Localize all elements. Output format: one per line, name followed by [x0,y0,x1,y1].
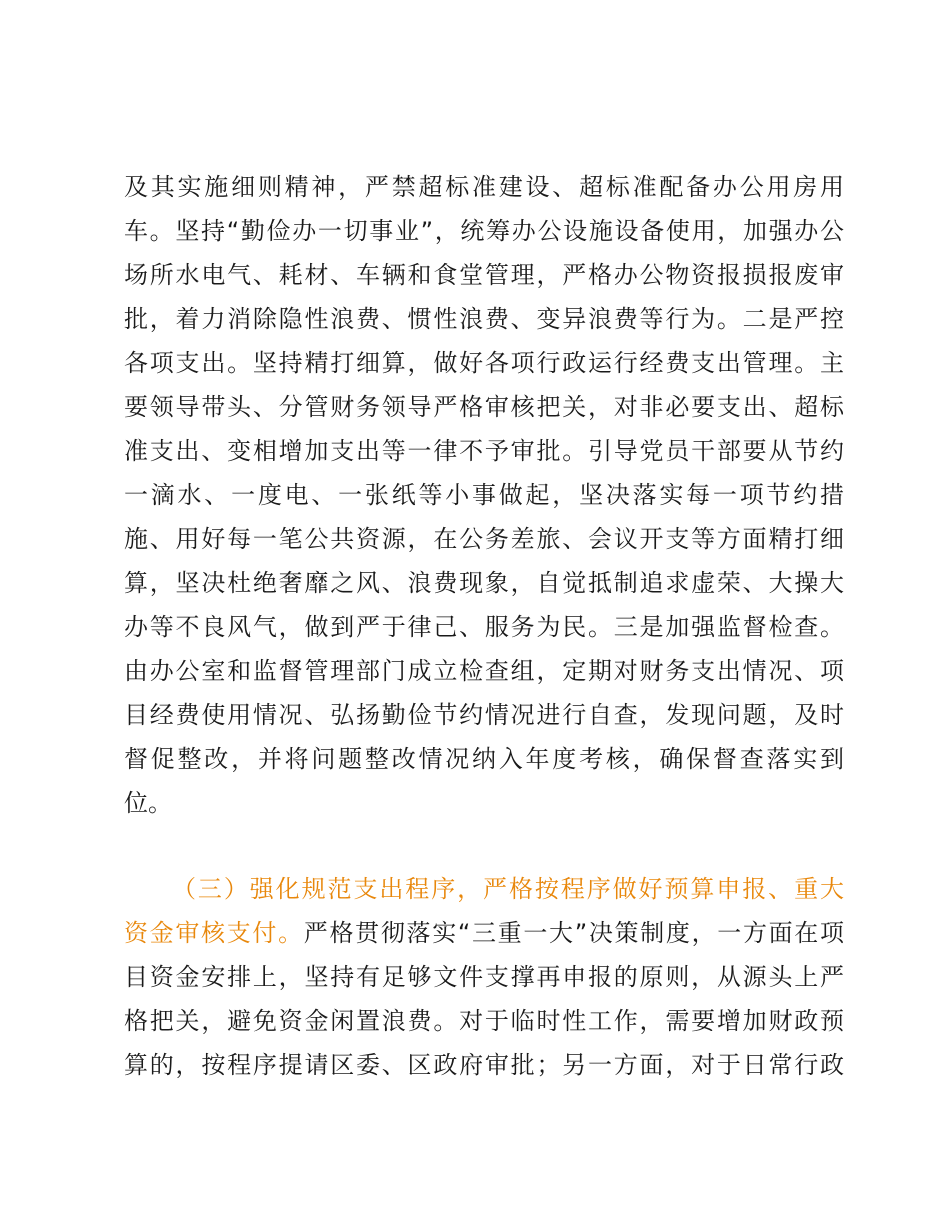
text-line: 督促整改，并将问题整改情况纳入年度考核，确保督查落实到 [124,745,844,773]
text-line: 施、用好每一笔公共资源，在公务差旅、会议开支等方面精打细 [124,525,844,553]
text-line: 算，坚决杜绝奢靡之风、浪费现象，自觉抵制追求虚荣、大操大 [124,569,844,597]
text-line: 算的，按程序提请区委、区政府审批；另一方面，对于日常行政 [124,1051,844,1079]
paragraph-gap [124,825,844,867]
text-line: 由办公室和监督管理部门成立检查组，定期对财务支出情况、项 [124,657,844,685]
text-line: 格把关，避免资金闲置浪费。对于临时性工作，需要增加财政预 [124,1007,844,1035]
text-line [124,911,844,955]
text-line: 批，着力消除隐性浪费、惯性浪费、变异浪费等行为。二是严控 [124,305,844,333]
text-span: 严格贯彻落实“三重一大”决策制度，一方面在项 [303,919,844,947]
text-line: 目资金安排上，坚持有足够文件支撑再申报的原则，从源头上严 [124,963,844,991]
text-line: 办等不良风气，做到严于律己、服务为民。三是加强监督检查。 [124,613,844,641]
text-line: 一滴水、一度电、一张纸等小事做起，坚决落实每一项节约措 [124,481,844,509]
text-line: 车。坚持“勤俭办一切事业”，统筹办公设施设备使用，加强办公 [124,217,844,245]
section-heading-continuation: 资金审核支付。 [124,919,304,947]
body-text [124,165,844,1087]
section-heading: （三）强化规范支出程序，严格按程序做好预算申报、重大 [172,875,844,903]
text-line: 及其实施细则精神，严禁超标准建设、超标准配备办公用房用 [124,173,844,201]
text-line: 目经费使用情况、弘扬勤俭节约情况进行自查，发现问题，及时 [124,701,844,729]
text-line: 场所水电气、耗材、车辆和食堂管理，严格办公物资报损报废审 [124,261,844,289]
text-line: 要领导带头、分管财务领导严格审核把关，对非必要支出、超标 [124,393,844,421]
text-line: 准支出、变相增加支出等一律不予审批。引导党员干部要从节约 [124,437,844,465]
text-line: 各项支出。坚持精打细算，做好各项行政运行经费支出管理。主 [124,349,844,377]
text-line: 位。 [124,789,172,817]
